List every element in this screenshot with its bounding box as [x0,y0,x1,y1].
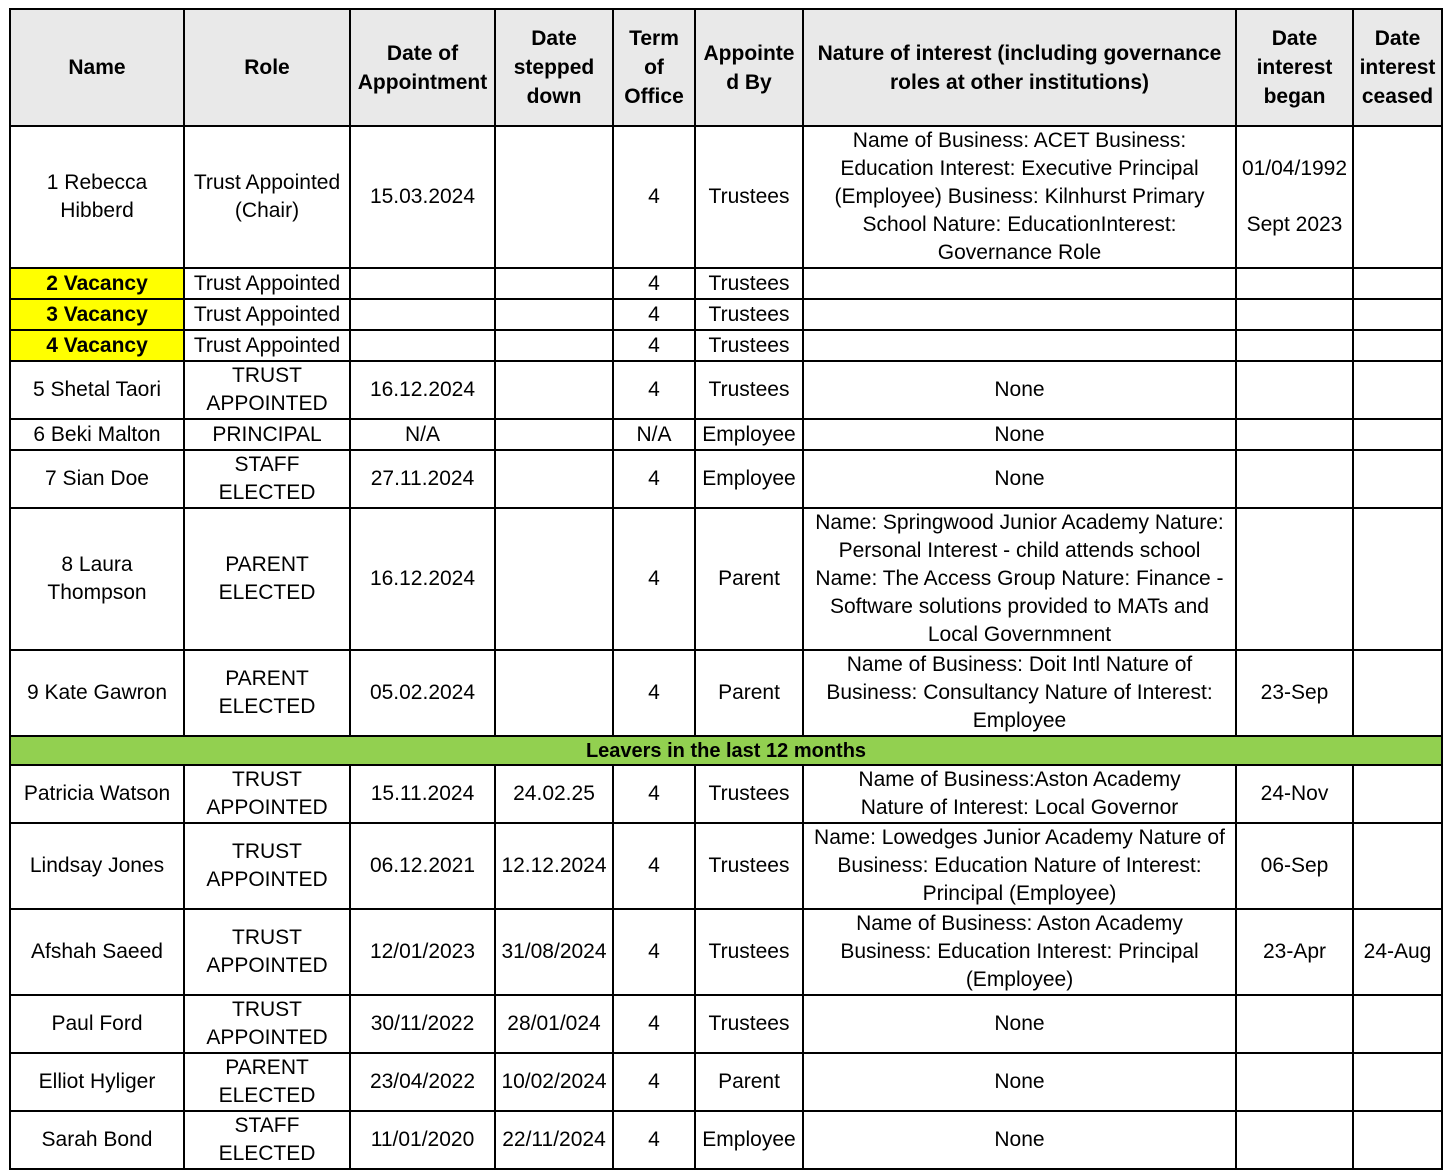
leavers-section-title: Leavers in the last 12 months [10,736,1442,765]
date-of-appointment: 30/11/2022 [350,995,495,1053]
date-interest-began [1236,330,1353,361]
date-of-appointment: 15.11.2024 [350,765,495,823]
member-name: 3 Vacancy [10,299,184,330]
member-role: TRUST APPOINTED [184,995,350,1053]
member-row [10,419,1442,450]
header-interest-began: Date interest began [1236,9,1353,126]
date-interest-began [1236,299,1353,330]
date-interest-ceased [1353,268,1442,299]
date-stepped-down: 24.02.25 [495,765,613,823]
date-stepped-down [495,126,613,268]
header-date-of-appointment: Date of Appointment [350,9,495,126]
date-of-appointment: 12/01/2023 [350,909,495,995]
date-of-appointment: 05.02.2024 [350,650,495,736]
member-role: PRINCIPAL [184,419,350,450]
header-name: Name [10,9,184,126]
date-interest-began [1236,268,1353,299]
date-interest-began [1236,508,1353,650]
appointed-by: Parent [695,508,803,650]
date-interest-began: 23-Apr [1236,909,1353,995]
date-of-appointment: 15.03.2024 [350,126,495,268]
date-interest-began: 01/04/1992 Sept 2023 [1236,126,1353,268]
nature-of-interest: None [803,995,1236,1053]
date-stepped-down: 31/08/2024 [495,909,613,995]
nature-of-interest: Name of Business: Aston Academy Business: Education Interest: Principal (Employee) [803,909,1236,995]
date-interest-began [1236,450,1353,508]
date-interest-began [1236,361,1353,419]
member-role: PARENT ELECTED [184,650,350,736]
member-role: Trust Appointed [184,299,350,330]
nature-of-interest: Name of Business: ACET Business: Education Interest: Executive Principal (Employee) Business: Kilnhurst Primary School Nature: EducationInterest: Governance Role [803,126,1236,268]
header-appointed-by: Appointe d By [695,9,803,126]
date-interest-ceased [1353,508,1442,650]
term-of-office: 4 [613,823,695,909]
member-name: Paul Ford [10,995,184,1053]
date-stepped-down: 12.12.2024 [495,823,613,909]
nature-of-interest [803,330,1236,361]
date-interest-began [1236,1053,1353,1111]
member-name: Patricia Watson [10,765,184,823]
date-stepped-down [495,419,613,450]
member-role: TRUST APPOINTED [184,823,350,909]
header-nature-of-interest: Nature of interest (including governance roles at other institutions) [803,9,1236,126]
leaver-row [10,995,1442,1053]
date-stepped-down: 28/01/024 [495,995,613,1053]
date-of-appointment [350,299,495,330]
member-row [10,450,1442,508]
appointed-by: Employee [695,450,803,508]
term-of-office: 4 [613,299,695,330]
header-date-stepped-down: Date stepped down [495,9,613,126]
date-stepped-down [495,268,613,299]
date-of-appointment [350,268,495,299]
date-interest-began [1236,419,1353,450]
term-of-office: 4 [613,508,695,650]
appointed-by: Trustees [695,361,803,419]
date-interest-ceased [1353,1111,1442,1169]
member-row [10,126,1442,268]
date-interest-ceased: 24-Aug [1353,909,1442,995]
appointed-by: Trustees [695,126,803,268]
member-name: 6 Beki Malton [10,419,184,450]
nature-of-interest: Name: Springwood Junior Academy Nature: Personal Interest - child attends school Name: The Access Group Nature: Finance - Software solutions provided to MATs and Local Governmnent [803,508,1236,650]
term-of-office: 4 [613,995,695,1053]
date-interest-ceased [1353,995,1442,1053]
appointed-by: Trustees [695,823,803,909]
date-interest-began [1236,995,1353,1053]
date-interest-ceased [1353,823,1442,909]
leaver-row [10,909,1442,995]
date-stepped-down [495,361,613,419]
appointed-by: Trustees [695,268,803,299]
date-of-appointment: N/A [350,419,495,450]
date-interest-ceased [1353,419,1442,450]
term-of-office: 4 [613,450,695,508]
leaver-row [10,765,1442,823]
date-of-appointment: 16.12.2024 [350,508,495,650]
header-interest-ceased: Date interest ceased [1353,9,1442,126]
date-interest-ceased [1353,299,1442,330]
date-interest-ceased [1353,361,1442,419]
date-of-appointment: 27.11.2024 [350,450,495,508]
member-role: TRUST APPOINTED [184,909,350,995]
term-of-office: 4 [613,765,695,823]
member-role: STAFF ELECTED [184,450,350,508]
nature-of-interest [803,268,1236,299]
header-row [10,9,1442,126]
appointed-by: Trustees [695,765,803,823]
nature-of-interest [803,299,1236,330]
date-interest-ceased [1353,450,1442,508]
member-role: Trust Appointed [184,330,350,361]
date-interest-ceased [1353,126,1442,268]
appointed-by: Employee [695,1111,803,1169]
term-of-office: 4 [613,361,695,419]
member-role: Trust Appointed [184,268,350,299]
appointed-by: Parent [695,650,803,736]
member-name: Elliot Hyliger [10,1053,184,1111]
member-name: Lindsay Jones [10,823,184,909]
date-interest-ceased [1353,1053,1442,1111]
date-interest-began: 06-Sep [1236,823,1353,909]
member-role: TRUST APPOINTED [184,765,350,823]
header-role: Role [184,9,350,126]
member-role: PARENT ELECTED [184,508,350,650]
header-term-of-office: Term of Office [613,9,695,126]
date-stepped-down: 10/02/2024 [495,1053,613,1111]
date-stepped-down [495,650,613,736]
member-name: 9 Kate Gawron [10,650,184,736]
date-of-appointment: 11/01/2020 [350,1111,495,1169]
term-of-office: 4 [613,330,695,361]
nature-of-interest: None [803,1111,1236,1169]
date-stepped-down [495,508,613,650]
appointed-by: Trustees [695,995,803,1053]
nature-of-interest: None [803,361,1236,419]
member-row [10,330,1442,361]
member-role: Trust Appointed (Chair) [184,126,350,268]
member-name: 5 Shetal Taori [10,361,184,419]
member-role: TRUST APPOINTED [184,361,350,419]
date-interest-began [1236,1111,1353,1169]
nature-of-interest: None [803,419,1236,450]
member-row [10,299,1442,330]
date-stepped-down: 22/11/2024 [495,1111,613,1169]
date-interest-ceased [1353,650,1442,736]
member-row [10,508,1442,650]
date-interest-ceased [1353,330,1442,361]
member-role: STAFF ELECTED [184,1111,350,1169]
leavers-section-row [10,736,1442,765]
member-name: 8 Laura Thompson [10,508,184,650]
term-of-office: 4 [613,126,695,268]
nature-of-interest: Name: Lowedges Junior Academy Nature of Business: Education Nature of Interest: Principal (Employee) [803,823,1236,909]
member-name: Afshah Saeed [10,909,184,995]
date-stepped-down [495,330,613,361]
term-of-office: 4 [613,1111,695,1169]
governance-table [9,8,1443,1170]
appointed-by: Trustees [695,299,803,330]
nature-of-interest: Name of Business:Aston Academy Nature of Interest: Local Governor [803,765,1236,823]
member-row [10,650,1442,736]
nature-of-interest: None [803,450,1236,508]
member-name: 4 Vacancy [10,330,184,361]
leaver-row [10,1053,1442,1111]
member-name: 1 Rebecca Hibberd [10,126,184,268]
appointed-by: Parent [695,1053,803,1111]
date-stepped-down [495,299,613,330]
member-row [10,361,1442,419]
date-interest-began: 23-Sep [1236,650,1353,736]
term-of-office: 4 [613,268,695,299]
term-of-office: 4 [613,1053,695,1111]
date-interest-began: 24-Nov [1236,765,1353,823]
appointed-by: Employee [695,419,803,450]
member-name: 7 Sian Doe [10,450,184,508]
member-row [10,268,1442,299]
term-of-office: N/A [613,419,695,450]
term-of-office: 4 [613,650,695,736]
leaver-row [10,1111,1442,1169]
member-name: Sarah Bond [10,1111,184,1169]
date-stepped-down [495,450,613,508]
date-interest-ceased [1353,765,1442,823]
appointed-by: Trustees [695,909,803,995]
date-of-appointment [350,330,495,361]
leaver-row [10,823,1442,909]
date-of-appointment: 23/04/2022 [350,1053,495,1111]
appointed-by: Trustees [695,330,803,361]
nature-of-interest: None [803,1053,1236,1111]
member-role: PARENT ELECTED [184,1053,350,1111]
member-name: 2 Vacancy [10,268,184,299]
date-of-appointment: 06.12.2021 [350,823,495,909]
nature-of-interest: Name of Business: Doit Intl Nature of Business: Consultancy Nature of Interest: Employee [803,650,1236,736]
term-of-office: 4 [613,909,695,995]
date-of-appointment: 16.12.2024 [350,361,495,419]
